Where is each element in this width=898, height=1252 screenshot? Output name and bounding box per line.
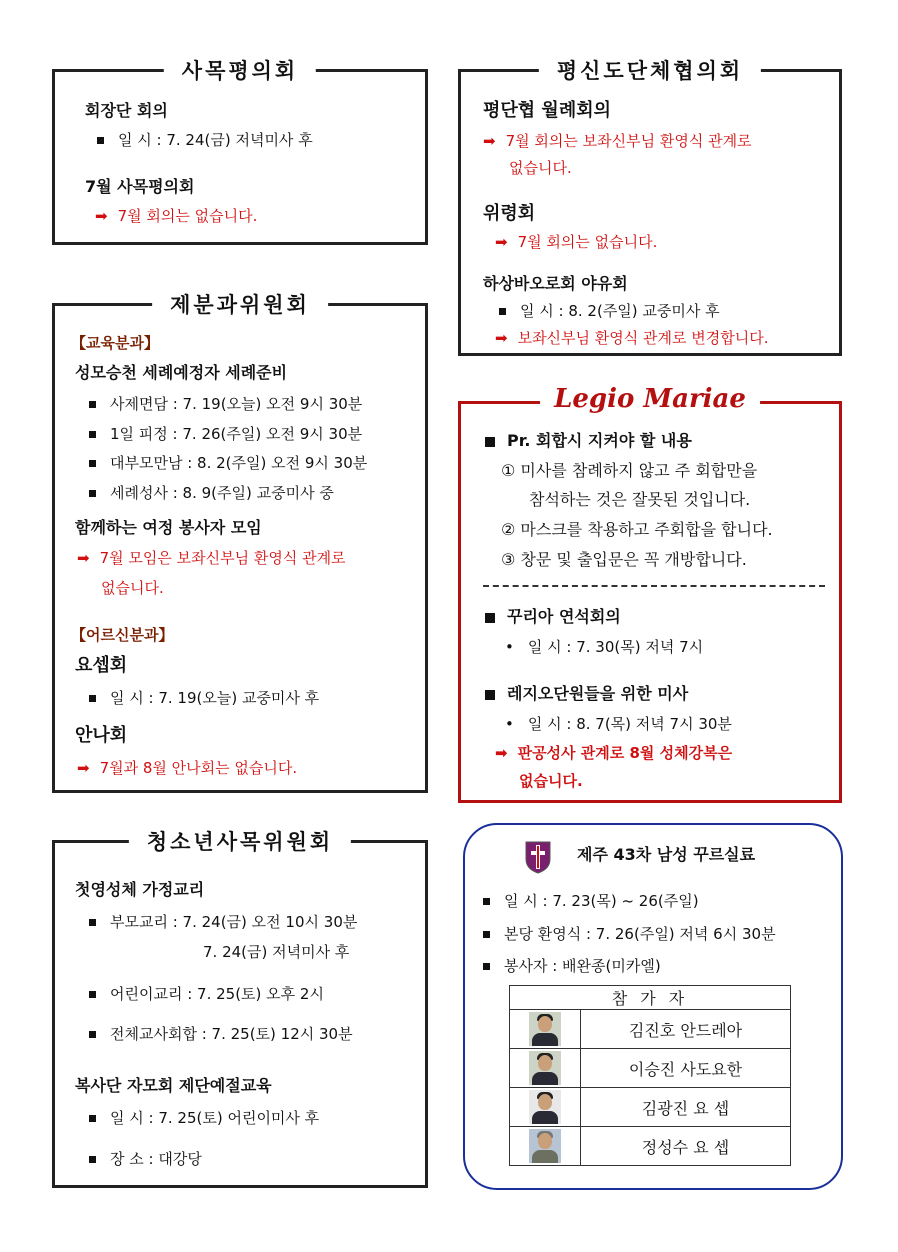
jebun-heading-4: 안나회 [75, 725, 128, 746]
avatar [529, 1090, 561, 1124]
arrow-icon: ➡ [77, 549, 90, 567]
jebun-note-1: ➡ 7월 모임은 보좌신부님 환영식 관계로 [77, 549, 346, 567]
square-bullet-icon [485, 690, 495, 700]
pyeong-note-3: ➡ 보좌신부님 환영식 관계로 변경합니다. [495, 329, 769, 347]
bullet-icon [89, 401, 96, 408]
jebun-box [52, 293, 428, 793]
pyeong-date: 일 시 : 8. 2(주일) 교중미사 후 [499, 301, 720, 321]
legio-rule-1: ① 미사를 참례하지 않고 주 회합만을 [501, 461, 758, 480]
cursillo-date: 일 시 : 7. 23(목) ~ 26(주일) [483, 891, 699, 911]
jebun-heading-1: 성모승천 세례예정자 세례준비 [75, 363, 288, 382]
samok-note: ➡ 7월 회의는 없습니다. [95, 207, 258, 225]
jebun-tag-elders: 【어르신분과】 [71, 626, 174, 644]
cursillo-box [463, 823, 843, 1190]
avatar [529, 1051, 561, 1085]
legio-section-1: Pr. 회합시 지켜야 할 내용 [485, 431, 692, 451]
dot-bullet-icon: • [505, 638, 514, 656]
cursillo-title: 제주 43차 남성 꾸르실료 [577, 845, 756, 864]
pyeong-title: 평신도단체협의회 [539, 58, 761, 84]
bullet-icon [89, 919, 96, 926]
bullet-icon [483, 931, 490, 938]
dot-bullet-icon: • [505, 715, 514, 733]
table-row [510, 1127, 791, 1166]
arrow-icon: ➡ [495, 329, 508, 347]
legio-section-2: 꾸리아 연석회의 [485, 607, 621, 627]
arrow-icon: ➡ [495, 744, 508, 762]
jebun-note-2: ➡ 7월과 8월 안나회는 없습니다. [77, 759, 298, 777]
table-row [510, 1088, 791, 1127]
cursillo-volunteer: 봉사자 : 배완종(미카엘) [483, 956, 661, 976]
legio-rule-2: ② 마스크를 착용하고 주회합을 합니다. [501, 520, 773, 539]
legio-note-3b: 없습니다. [519, 772, 583, 790]
youth-child-class: 어린이교리 : 7. 25(토) 오후 2시 [89, 984, 324, 1004]
youth-date: 일 시 : 7. 25(토) 어린이미사 후 [89, 1108, 319, 1128]
pyeong-note-2: ➡ 7월 회의는 없습니다. [495, 233, 658, 251]
bullet-icon [89, 695, 96, 702]
participant-table-header: 참 가 자 [510, 986, 791, 1010]
jebun-heading-3: 요셉회 [75, 655, 128, 676]
bullet-icon [89, 490, 96, 497]
youth-teacher-meeting: 전체교사회합 : 7. 25(토) 12시 30분 [89, 1024, 353, 1044]
youth-parent-class: 부모교리 : 7. 24(금) 오전 10시 30분 [89, 912, 357, 932]
legio-note-3: ➡ 판공성사 관계로 8월 성체강복은 [495, 744, 733, 762]
photo-cell [510, 1049, 581, 1088]
bullet-icon [89, 1156, 96, 1163]
samok-meeting-item: 일 시 : 7. 24(금) 저녁미사 후 [97, 130, 313, 150]
participant-table [509, 985, 791, 1166]
participant-name: 이승진 사도요한 [581, 1049, 791, 1088]
legio-section-3: 레지오단원들을 위한 미사 [485, 684, 688, 704]
pyeong-heading-1: 평단협 월례회의 [483, 100, 611, 121]
avatar [529, 1129, 561, 1163]
table-row [510, 1010, 791, 1049]
samok-heading-2: 7월 사목평의회 [85, 177, 195, 196]
legio-rule-3: ③ 창문 및 출입문은 꼭 개방합니다. [501, 550, 747, 569]
jebun-tag-education: 【교육분과】 [71, 334, 159, 352]
legio-box [458, 384, 842, 803]
bullet-icon [89, 431, 96, 438]
youth-place: 장 소 : 대강당 [89, 1149, 202, 1169]
pyeong-heading-3: 하상바오로회 야유회 [483, 274, 628, 293]
arrow-icon: ➡ [495, 233, 508, 251]
table-header-row [510, 986, 791, 1010]
square-bullet-icon [485, 613, 495, 623]
samok-title: 사목평의회 [164, 58, 316, 84]
participant-name: 정성수 요 셉 [581, 1127, 791, 1166]
cursillo-emblem-icon [523, 839, 553, 875]
legio-rule-1b: 참석하는 것은 잘못된 것입니다. [529, 490, 751, 509]
jebun-yosep-date: 일 시 : 7. 19(오늘) 교중미사 후 [89, 688, 319, 708]
divider [483, 585, 825, 587]
arrow-icon: ➡ [77, 759, 90, 777]
jebun-item: 대부모만남 : 8. 2(주일) 오전 9시 30분 [89, 453, 367, 473]
participant-name: 김광진 요 셉 [581, 1088, 791, 1127]
bullet-icon [89, 1115, 96, 1122]
jebun-item: 사제면담 : 7. 19(오늘) 오전 9시 30분 [89, 394, 362, 414]
youth-heading-2: 복사단 자모회 제단예절교육 [75, 1076, 272, 1095]
photo-cell [510, 1127, 581, 1166]
bullet-icon [483, 963, 490, 970]
legio-title: Legio Mariae [540, 384, 760, 414]
pyeong-note-1: ➡ 7월 회의는 보좌신부님 환영식 관계로 [483, 132, 752, 150]
jebun-note-1b: 없습니다. [101, 579, 164, 597]
bullet-icon [483, 898, 490, 905]
bullet-icon [499, 308, 506, 315]
jebun-heading-2: 함께하는 여정 봉사자 모임 [75, 518, 262, 537]
pyeong-note-1b: 없습니다. [509, 159, 572, 177]
square-bullet-icon [485, 437, 495, 447]
bullet-icon [89, 460, 96, 467]
table-row [510, 1049, 791, 1088]
cursillo-welcome: 본당 환영식 : 7. 26(주일) 저녁 6시 30분 [483, 924, 776, 944]
youth-box [52, 830, 428, 1188]
bullet-icon [89, 991, 96, 998]
jebun-item: 세례성사 : 8. 9(주일) 교중미사 중 [89, 483, 334, 503]
samok-heading-1: 회장단 회의 [85, 101, 168, 120]
youth-heading-1: 첫영성체 가정교리 [75, 880, 205, 899]
samok-box [52, 59, 428, 245]
youth-parent-class-2: 7. 24(금) 저녁미사 후 [203, 943, 350, 961]
photo-cell [510, 1010, 581, 1049]
jebun-title: 제분과위원회 [152, 292, 328, 318]
pyeong-box [458, 59, 842, 356]
youth-title: 청소년사목위원회 [129, 829, 351, 855]
legio-date-2: • 일 시 : 7. 30(목) 저녁 7시 [505, 638, 704, 656]
arrow-icon: ➡ [95, 207, 108, 225]
participant-name: 김진호 안드레아 [581, 1010, 791, 1049]
arrow-icon: ➡ [483, 132, 496, 150]
photo-cell [510, 1088, 581, 1127]
legio-date-3: • 일 시 : 8. 7(목) 저녁 7시 30분 [505, 715, 732, 733]
avatar [529, 1012, 561, 1046]
bullet-icon [97, 137, 104, 144]
pyeong-heading-2: 위령회 [483, 203, 536, 224]
bullet-icon [89, 1031, 96, 1038]
jebun-item: 1일 피정 : 7. 26(주일) 오전 9시 30분 [89, 424, 362, 444]
